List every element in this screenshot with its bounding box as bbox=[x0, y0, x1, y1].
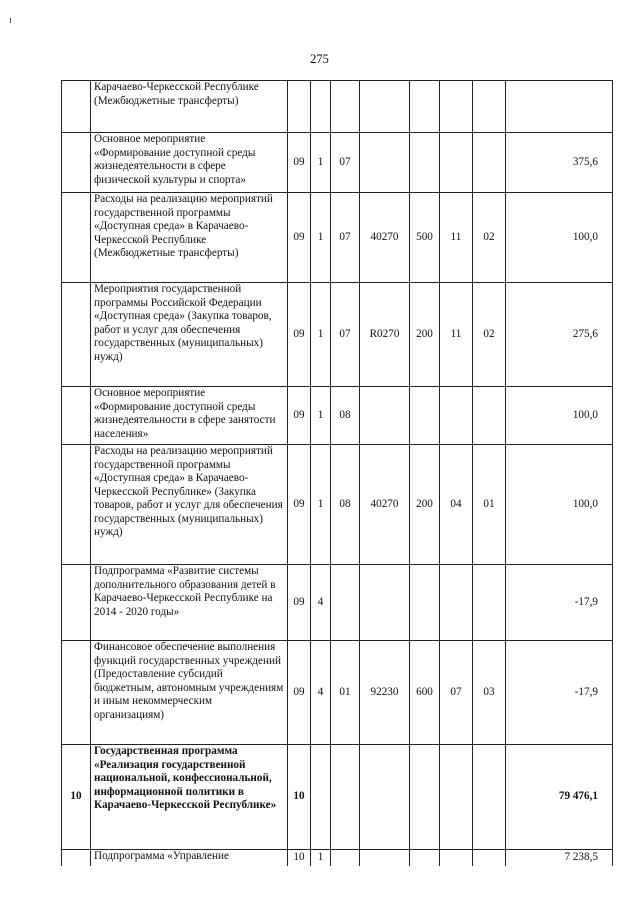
cell-c2: 1 bbox=[311, 133, 331, 193]
cell-c3 bbox=[331, 565, 360, 641]
cell-amount: 100,0 bbox=[506, 193, 613, 283]
cell-c5 bbox=[410, 565, 440, 641]
cell-c1: 09 bbox=[288, 283, 311, 387]
cell-c4 bbox=[360, 387, 410, 445]
cell-name: Подпрограмма «Развитие системы дополнительного образования детей в Карачаево-Черкесской Республике на 2014 - 2020 годы» bbox=[91, 565, 288, 641]
cell-number bbox=[62, 283, 91, 387]
cell-c6: 04 bbox=[440, 445, 473, 565]
cell-name: Основное мероприятие «Формирование доступной среды жизнедеятельности в сфере занятости населения» bbox=[91, 387, 288, 445]
table-row bbox=[62, 81, 613, 133]
cell-c2: 1 bbox=[311, 445, 331, 565]
cell-c6 bbox=[440, 387, 473, 445]
cell-c6: 11 bbox=[440, 283, 473, 387]
cell-c2: 1 bbox=[311, 850, 331, 866]
cell-amount: -17,9 bbox=[506, 565, 613, 641]
cell-c1: 10 bbox=[288, 850, 311, 866]
cell-c5: 600 bbox=[410, 641, 440, 745]
cell-c1: 09 bbox=[288, 641, 311, 745]
cell-c5: 200 bbox=[410, 283, 440, 387]
cell-c6 bbox=[440, 81, 473, 133]
cell-c2: 1 bbox=[311, 193, 331, 283]
cell-number bbox=[62, 641, 91, 745]
cell-number bbox=[62, 193, 91, 283]
cell-c7 bbox=[473, 133, 506, 193]
cell-c7 bbox=[473, 81, 506, 133]
cell-c4: 92230 bbox=[360, 641, 410, 745]
budget-table bbox=[61, 80, 613, 866]
cell-name: Основное мероприятие «Формирование доступной среды жизнедеятельности в сфере физической культуры и спорта» bbox=[91, 133, 288, 193]
cell-c7 bbox=[473, 387, 506, 445]
cell-c2: 1 bbox=[311, 283, 331, 387]
cell-c7 bbox=[473, 850, 506, 866]
table-row bbox=[62, 850, 613, 866]
table-row bbox=[62, 387, 613, 445]
cell-c3: 08 bbox=[331, 387, 360, 445]
cell-c5 bbox=[410, 745, 440, 850]
cell-c2 bbox=[311, 81, 331, 133]
table-row bbox=[62, 283, 613, 387]
table-row bbox=[62, 445, 613, 565]
cell-amount: 100,0 bbox=[506, 387, 613, 445]
cell-c3: 07 bbox=[331, 283, 360, 387]
table-row bbox=[62, 641, 613, 745]
cell-c5 bbox=[410, 387, 440, 445]
table-body bbox=[62, 81, 613, 866]
cell-c7: 01 bbox=[473, 445, 506, 565]
cell-c6 bbox=[440, 565, 473, 641]
table-row bbox=[62, 745, 613, 850]
cell-c7: 02 bbox=[473, 283, 506, 387]
cell-c5: 500 bbox=[410, 193, 440, 283]
cell-c5: 200 bbox=[410, 445, 440, 565]
cell-name: Карачаево-Черкесской Республике (Межбюджетные трансферты) bbox=[91, 81, 288, 133]
cell-amount: 375,6 bbox=[506, 133, 613, 193]
cell-amount bbox=[506, 81, 613, 133]
cell-c2: 4 bbox=[311, 565, 331, 641]
cell-number bbox=[62, 565, 91, 641]
cell-name: Мероприятия государственной программы Российской Федерации «Доступная среда» (Закупка товаров, работ и услуг для обеспечения государственных (муниципальных) нужд) bbox=[91, 283, 288, 387]
cell-c3: 01 bbox=[331, 641, 360, 745]
cell-c5 bbox=[410, 81, 440, 133]
cell-c4: 40270 bbox=[360, 193, 410, 283]
cell-c6 bbox=[440, 850, 473, 866]
cell-amount: 275,6 bbox=[506, 283, 613, 387]
cell-c4 bbox=[360, 745, 410, 850]
cell-amount: 100,0 bbox=[506, 445, 613, 565]
cell-amount: 79 476,1 bbox=[506, 745, 613, 850]
cell-c1 bbox=[288, 81, 311, 133]
table-row bbox=[62, 193, 613, 283]
cell-c6: 11 bbox=[440, 193, 473, 283]
cell-amount: -17,9 bbox=[506, 641, 613, 745]
cell-c6 bbox=[440, 133, 473, 193]
cell-c2 bbox=[311, 745, 331, 850]
cell-name: Расходы на реализацию мероприятий государственной программы «Доступная среда» в Карачаево-Черкесской Республике» (Закупка товаров, работ и услуг для обеспечения государственных (муниципальных) нужд) bbox=[91, 445, 288, 565]
cell-name: Государственная программа «Реализация государственной национальной, конфессиональной, информационной политики в Карачаево-Черкесской Республике» bbox=[91, 745, 288, 850]
cell-c6: 07 bbox=[440, 641, 473, 745]
cell-c7 bbox=[473, 745, 506, 850]
cell-c2: 1 bbox=[311, 387, 331, 445]
cell-number bbox=[62, 850, 91, 866]
cell-c1: 09 bbox=[288, 565, 311, 641]
cell-c5 bbox=[410, 133, 440, 193]
cell-c2: 4 bbox=[311, 641, 331, 745]
cell-c3 bbox=[331, 745, 360, 850]
cell-c3: 07 bbox=[331, 193, 360, 283]
cell-c4: R0270 bbox=[360, 283, 410, 387]
cell-c5 bbox=[410, 850, 440, 866]
cell-c7: 02 bbox=[473, 193, 506, 283]
cell-c3: 07 bbox=[331, 133, 360, 193]
cell-number: 10 bbox=[62, 745, 91, 850]
cell-name: Расходы на реализацию мероприятий государственной программы «Доступная среда» в Карачаево-Черкесской Республике (Межбюджетные трансферты) bbox=[91, 193, 288, 283]
cell-c7 bbox=[473, 565, 506, 641]
cell-c4 bbox=[360, 565, 410, 641]
cell-c1: 09 bbox=[288, 193, 311, 283]
cell-name: Финансовое обеспечение выполнения функций государственных учреждений (Предоставление субсидий бюджетным, автономным учреждениям и иным некоммерческим организациям) bbox=[91, 641, 288, 745]
cell-c3 bbox=[331, 850, 360, 866]
table-row bbox=[62, 133, 613, 193]
cell-c1: 09 bbox=[288, 133, 311, 193]
cell-c4 bbox=[360, 133, 410, 193]
cell-c4 bbox=[360, 850, 410, 866]
cell-c6 bbox=[440, 745, 473, 850]
cell-c3 bbox=[331, 81, 360, 133]
cell-c1: 09 bbox=[288, 445, 311, 565]
cell-name: Подпрограмма «Управление bbox=[91, 850, 288, 866]
cell-c1: 09 bbox=[288, 387, 311, 445]
cell-number bbox=[62, 445, 91, 565]
cell-c1: 10 bbox=[288, 745, 311, 850]
cell-number bbox=[62, 133, 91, 193]
cell-amount: 7 238,5 bbox=[506, 850, 613, 866]
cell-c3: 08 bbox=[331, 445, 360, 565]
scan-mark bbox=[10, 18, 11, 23]
table-row bbox=[62, 565, 613, 641]
cell-c7: 03 bbox=[473, 641, 506, 745]
cell-number bbox=[62, 81, 91, 133]
page-number: 275 bbox=[310, 52, 329, 66]
cell-number bbox=[62, 387, 91, 445]
cell-c4: 40270 bbox=[360, 445, 410, 565]
cell-c4 bbox=[360, 81, 410, 133]
